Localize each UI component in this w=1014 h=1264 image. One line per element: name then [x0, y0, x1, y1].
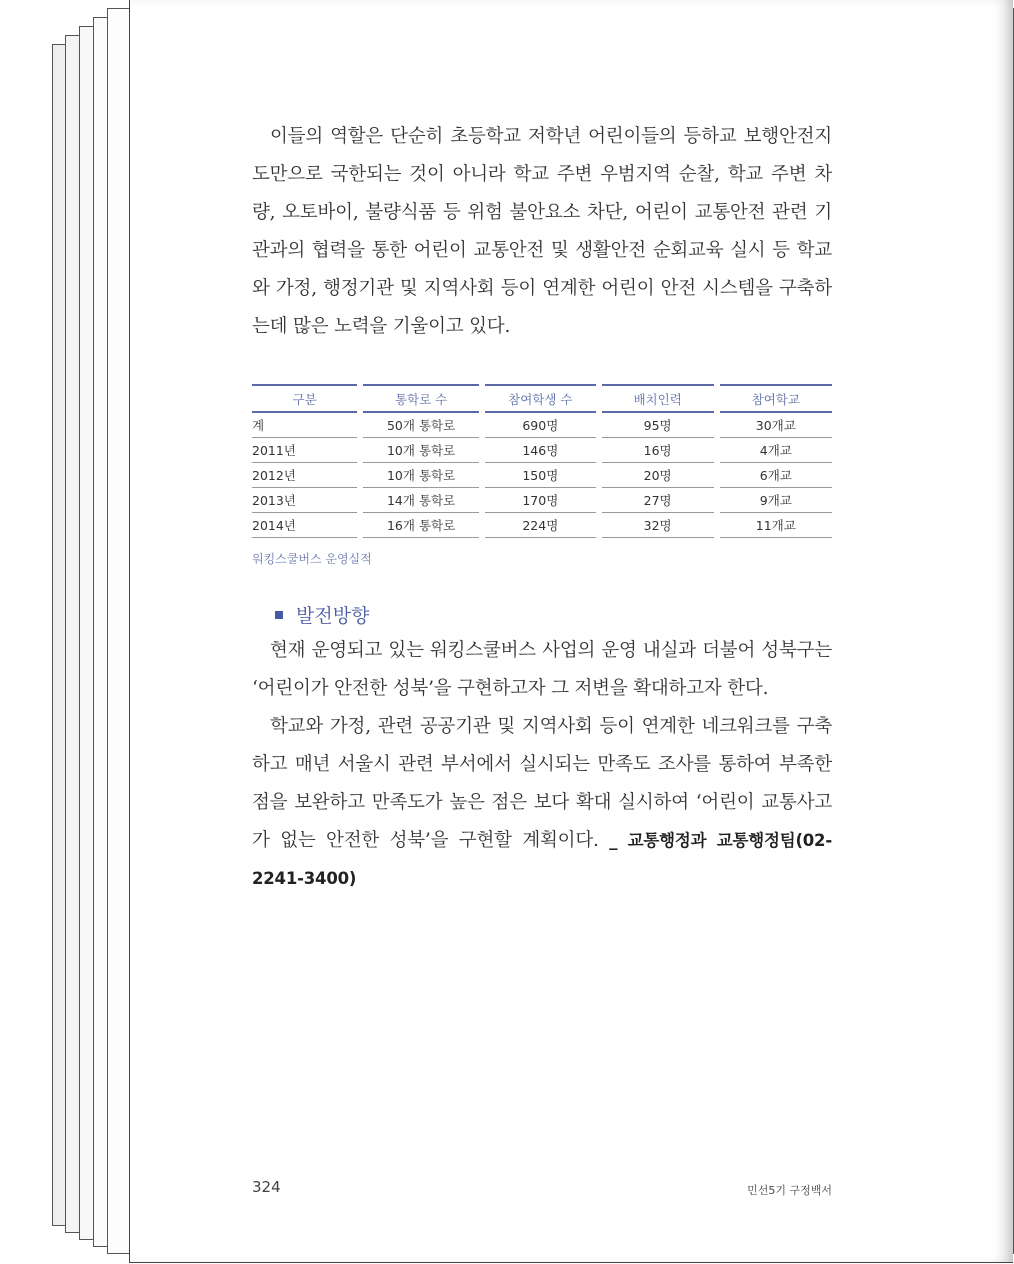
table-row: [252, 438, 832, 463]
table-cell: 2011년: [252, 438, 357, 463]
table-cell: 50개 통학로: [363, 413, 479, 438]
table-cell: 14개 통학로: [363, 488, 479, 513]
page-content: [252, 118, 832, 898]
table-row: [252, 513, 832, 538]
table-header: 배치인력: [602, 384, 714, 413]
direction-paragraph-2-text: 학교와 가정, 관련 공공기관 및 지역사회 등이 연계한 네크워크를 구축하고 매년 서울시 관련 부서에서 실시되는 만족도 조사를 통하여 부족한 점을 보완하고 만족도가 높은 점은 보다 확대 실시하여 ‘어린이 교통사고가 없는 안전한 성북’을 구현할 계획이다.: [252, 716, 832, 851]
table-header: 참여학교: [720, 384, 832, 413]
intro-paragraph: 이들의 역할은 단순히 초등학교 저학년 어린이들의 등하교 보행안전지도만으로 국한되는 것이 아니라 학교 주변 우범지역 순찰, 학교 주변 차량, 오토바이, 불량식품 등 위험 불안요소 차단, 어린이 교통안전 관련 기관과의 협력을 통한 어린이 교통안전 및 생활안전 순회교육 실시 등 학교와 가정, 행정기관 및 지역사회 등이 연계한 어린이 안전 시스템을 구축하는데 많은 노력을 기울이고 있다.: [252, 126, 832, 337]
table-caption: 워킹스쿨버스 운영실적: [252, 552, 372, 566]
table-cell: 9개교: [720, 488, 832, 513]
direction-paragraph-1: 현재 운영되고 있는 워킹스쿨버스 사업의 운영 내실과 더불어 성북구는 ‘어린이가 안전한 성북’을 구현하고자 그 저변을 확대하고자 한다.: [252, 640, 832, 699]
table-cell: 2014년: [252, 513, 357, 538]
table-cell: 690명: [485, 413, 596, 438]
square-bullet-icon: [275, 611, 283, 619]
table-cell: 10개 통학로: [363, 463, 479, 488]
table-header: 통학로 수: [363, 384, 479, 413]
table-header-row: [252, 384, 832, 413]
book-title: 민선5기 구정백서: [747, 1184, 832, 1197]
table-cell: 10개 통학로: [363, 438, 479, 463]
table-cell: 2012년: [252, 463, 357, 488]
table-cell: 16개 통학로: [363, 513, 479, 538]
page-number: 324: [252, 1178, 281, 1196]
table-cell: 32명: [602, 513, 714, 538]
direction-paragraph-2: [252, 708, 832, 898]
table-header: 참여학생 수: [485, 384, 596, 413]
department-contact: _ 교통행정과 교통행정팀(02-2241-3400): [252, 831, 832, 888]
table-cell: 20명: [602, 463, 714, 488]
table-cell: 6개교: [720, 463, 832, 488]
table-cell: 30개교: [720, 413, 832, 438]
table-row: [252, 488, 832, 513]
table-cell: 계: [252, 413, 357, 438]
table-cell: 2013년: [252, 488, 357, 513]
table-cell: 95명: [602, 413, 714, 438]
table-row: [252, 413, 832, 438]
section-heading: [252, 601, 832, 628]
table-cell: 170명: [485, 488, 596, 513]
table-row: [252, 463, 832, 488]
table-cell: 16명: [602, 438, 714, 463]
table-cell: 11개교: [720, 513, 832, 538]
table-cell: 224명: [485, 513, 596, 538]
table-cell: 150명: [485, 463, 596, 488]
table-cell: 27명: [602, 488, 714, 513]
section-title: 발전방향: [296, 605, 370, 627]
table-cell: 146명: [485, 438, 596, 463]
table-cell: 4개교: [720, 438, 832, 463]
stats-table: [252, 384, 832, 538]
table-header: 구분: [252, 384, 357, 413]
